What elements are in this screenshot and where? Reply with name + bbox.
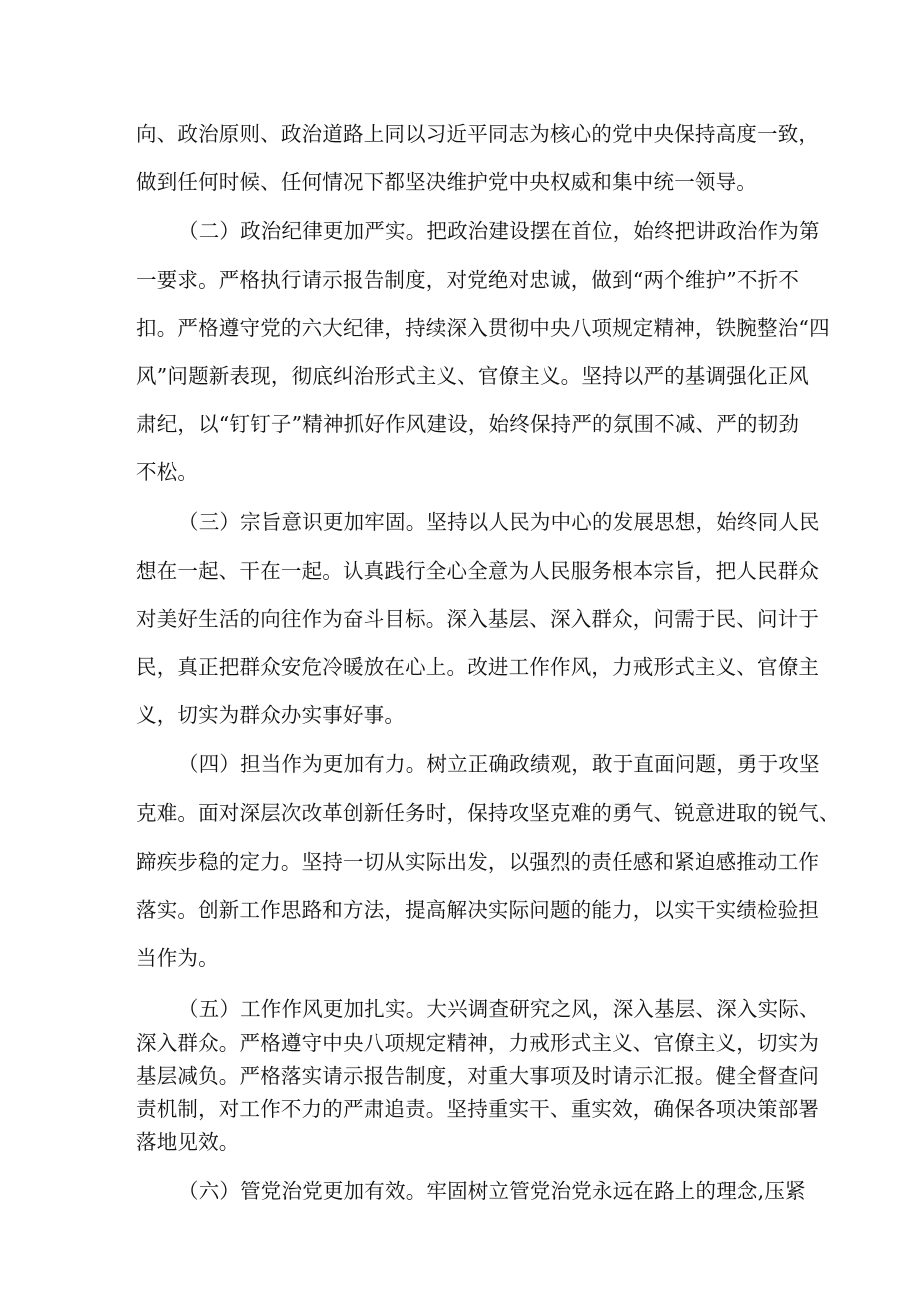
text-line: 对美好生活的向往作为奋斗目标。深入基层、深入群众，问需于民、问计于 [136,607,820,631]
text-line: 义，切实为群众办实事好事。 [136,703,406,727]
text-line: 落实。创新工作思路和方法，提高解决实际问题的能力，以实干实绩检验担 [136,898,820,922]
text-line: 落地见效。 [136,1130,240,1154]
text-line: 当作为。 [136,946,219,970]
paragraph-heading-line: （六）管党治党更加有效。牢固树立管党治党永远在路上的理念,压紧 [178,1179,806,1203]
text-line: 不松。 [136,460,199,484]
text-line: 向、政治原则、政治道路上同以习近平同志为核心的党中央保持高度一致， [136,122,820,146]
text-line: 做到任何时候、任何情况下都坚决维护党中央权威和集中统一领导。 [136,170,757,194]
text-line: 深入群众。严格遵守中央八项规定精神，力戒形式主义、官僚主义，切实为 [136,1031,820,1055]
paragraph-heading-line: （四）担当作为更加有力。树立正确政绩观，敢于直面问题，勇于攻坚 [178,752,820,776]
text-line: 一要求。严格执行请示报告制度，对党绝对忠诚，做到“两个维护”不折不 [136,268,800,292]
text-line: 风”问题新表现，彻底纠治形式主义、官僚主义。坚持以严的基调强化正风 [136,364,810,388]
text-line: 责机制，对工作不力的严肃追责。坚持重实干、重实效，确保各项决策部署 [136,1097,820,1121]
text-line: 蹄疾步稳的定力。坚持一切从实际出发，以强烈的责任感和紧迫感推动工作 [136,850,820,874]
text-line: 民，真正把群众安危冷暖放在心上。改进工作作风，力戒形式主义、官僚主 [136,655,820,679]
text-line: 扣。严格遵守党的六大纪律，持续深入贯彻中央八项规定精神，铁腕整治“四 [136,316,830,340]
text-line: 肃纪，以“钉钉子”精神抓好作风建设，始终保持严的氛围不减、严的韧劲 [136,412,800,436]
text-line: 想在一起、干在一起。认真践行全心全意为人民服务根本宗旨，把人民群众 [136,559,820,583]
text-line: 克难。面对深层次改革创新任务时，保持攻坚克难的勇气、锐意进取的锐气、 [136,801,840,825]
text-line: 基层减负。严格落实请示报告制度，对重大事项及时请示汇报。健全督查问 [136,1064,820,1088]
paragraph-heading-line: （五）工作作风更加扎实。大兴调查研究之风，深入基层、深入实际、 [178,997,820,1021]
paragraph-heading-line: （三）宗旨意识更加牢固。坚持以人民为中心的发展思想，始终同人民 [178,510,820,534]
paragraph-heading-line: （二）政治纪律更加严实。把政治建设摆在首位，始终把讲政治作为第 [178,219,820,243]
